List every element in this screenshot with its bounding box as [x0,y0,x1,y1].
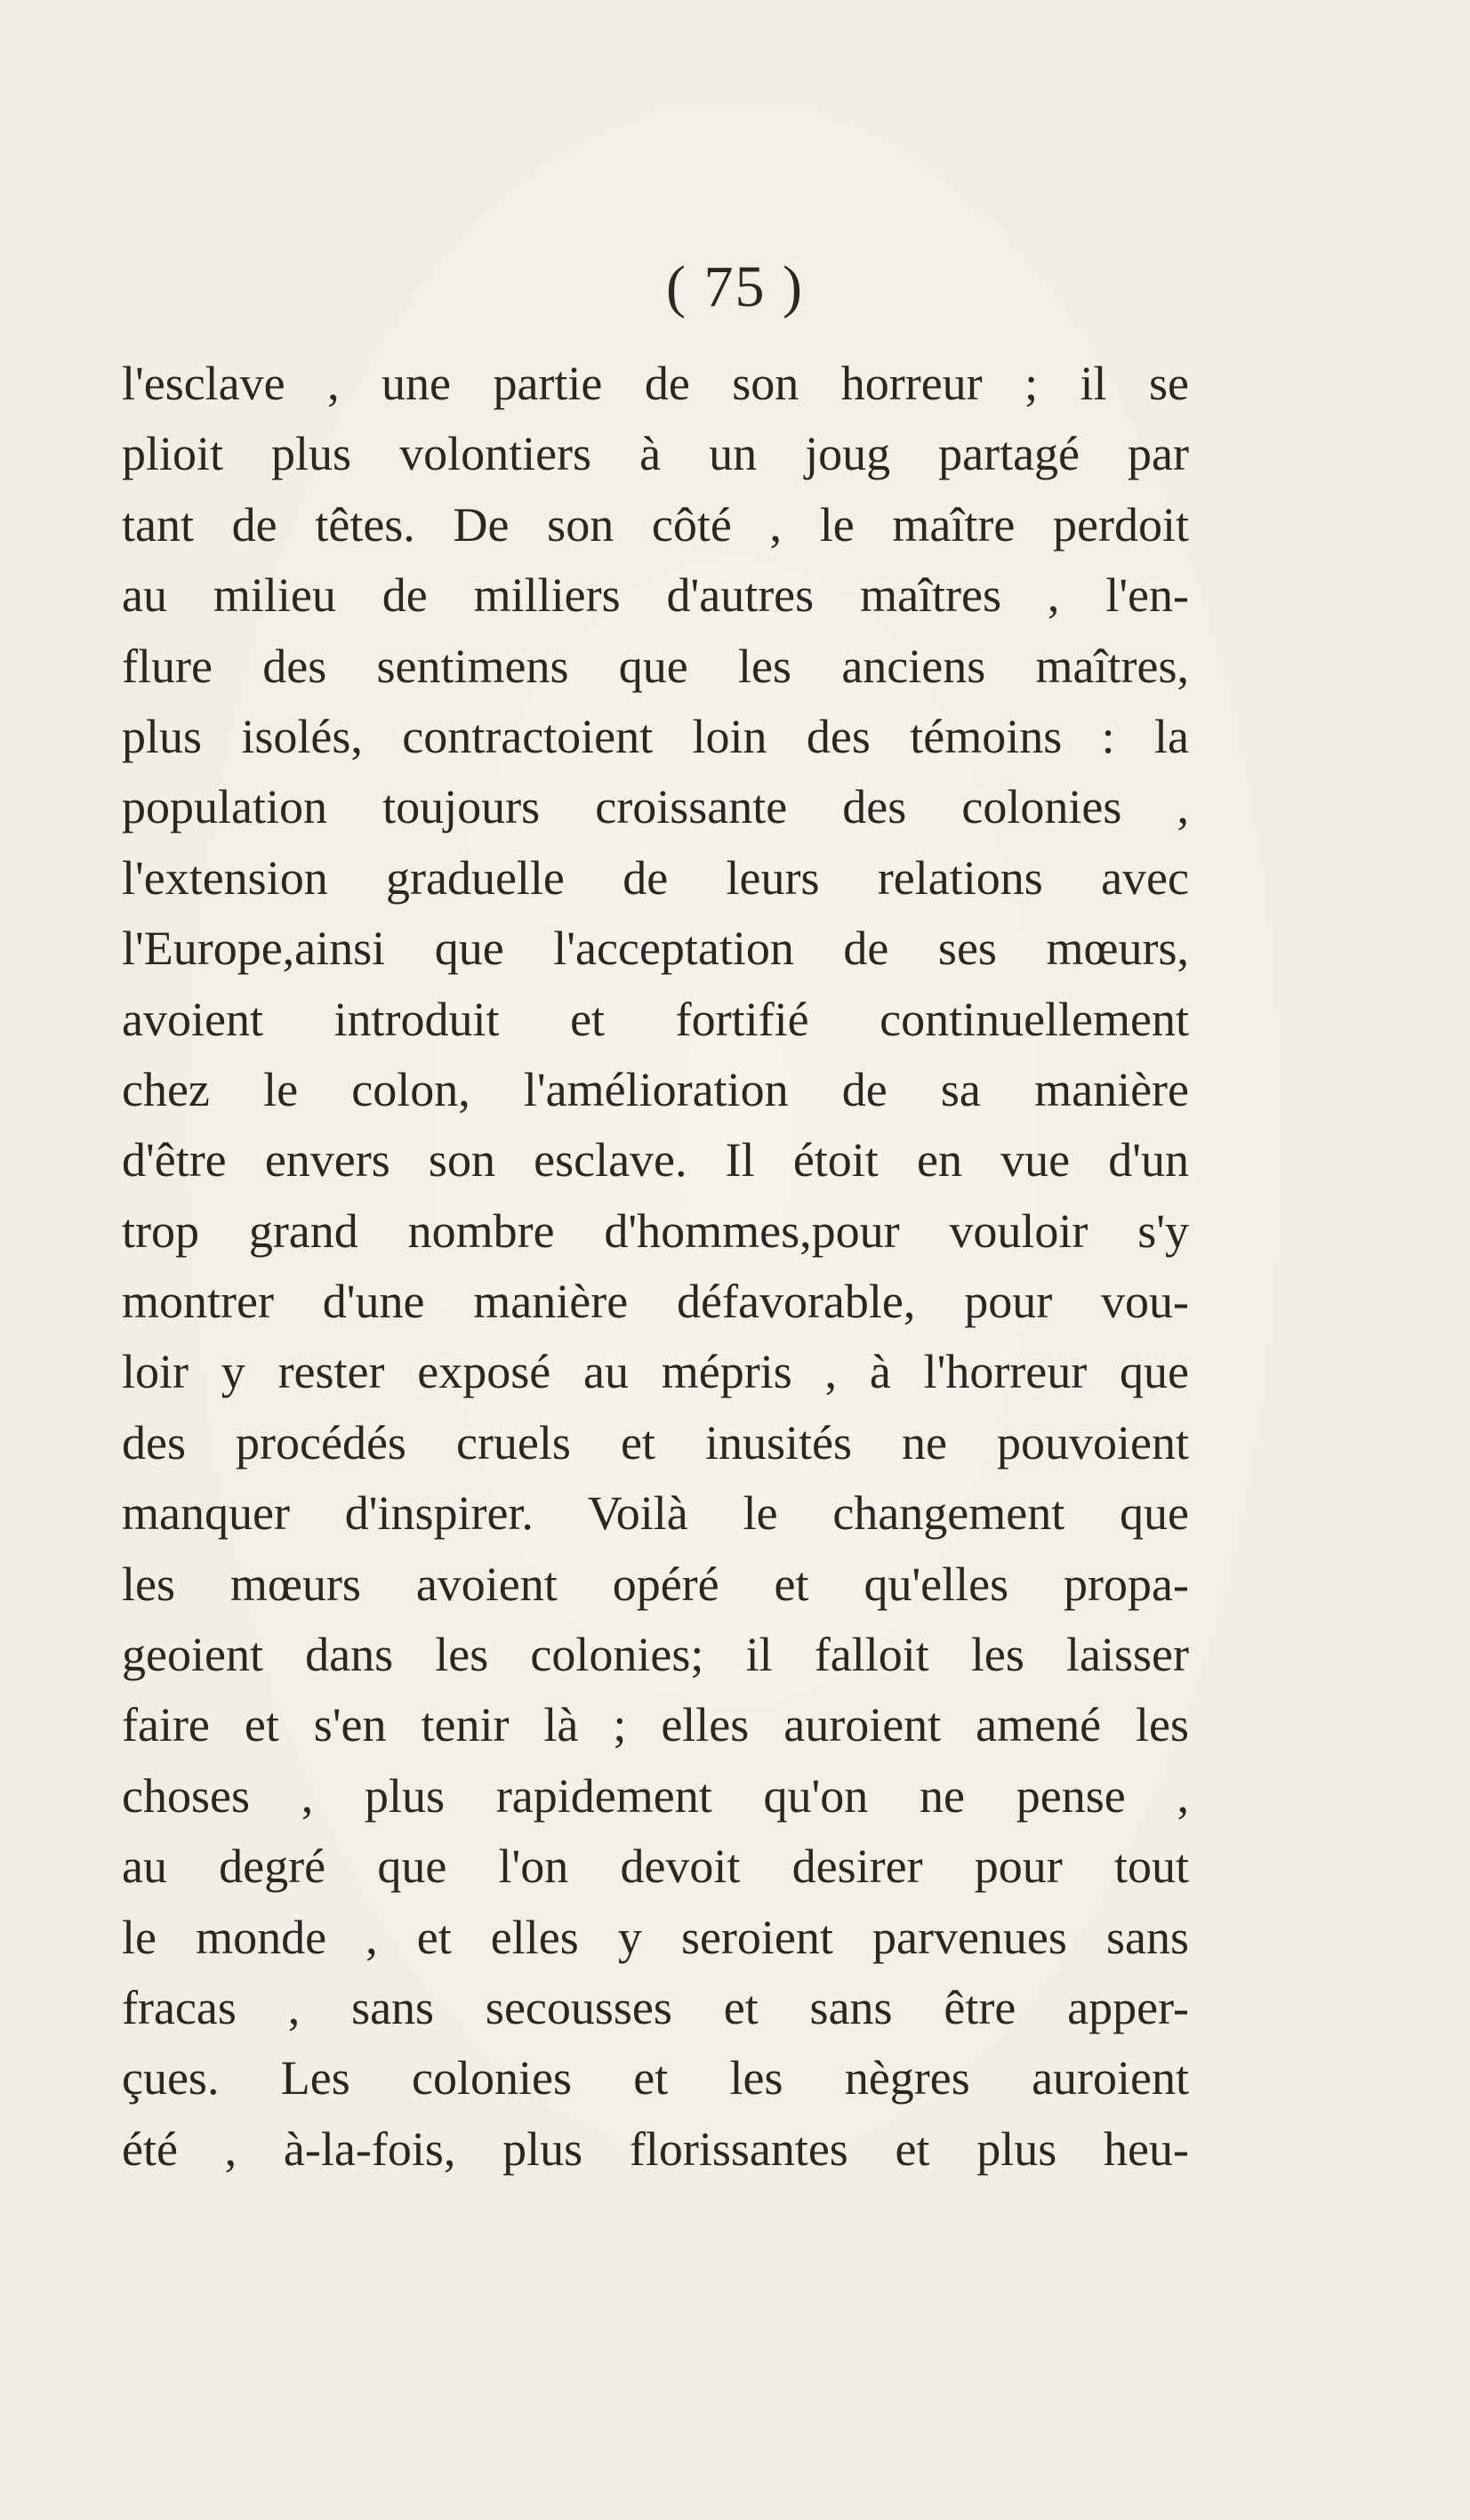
text-line: l'Europe,ainsi que l'acceptation de ses mœurs, [122,922,1189,976]
text-line: fracas , sans secousses et sans être apper- [122,1980,1189,2034]
page-number: ( 75 ) [666,254,804,319]
text-line: les mœurs avoient opéré et qu'elles propa- [122,1557,1189,1611]
text-line: l'esclave , une partie de son horreur ; il se [122,357,1189,410]
text-line: au degré que l'on devoit desirer pour tout [122,1840,1189,1894]
text-line: l'extension graduelle de leurs relations avec [122,850,1189,905]
text-line: manquer d'inspirer. Voilà le changement que [122,1486,1189,1541]
text-line: le monde , et elles y seroient parvenues sans [122,1910,1189,1964]
text-line: tant de têtes. De son côté , le maître perdoit [122,497,1189,552]
text-line: population toujours croissante des colonies , [122,780,1189,834]
text-line: trop grand nombre d'hommes,pour vouloir s'y [122,1204,1189,1258]
text-line: faire et s'en tenir là ; elles auroient amené les [122,1698,1189,1752]
body-text [122,349,1189,2185]
text-line: été , à-la-fois, plus florissantes et plus heu- [122,2121,1189,2176]
text-line: flure des sentimens que les anciens maîtres, [122,639,1189,693]
text-line: montrer d'une manière défavorable, pour vou- [122,1275,1189,1329]
text-line: au milieu de milliers d'autres maîtres , l'en- [122,568,1189,623]
text-line: çues. Les colonies et les nègres auroient [122,2051,1189,2105]
text-line: avoient introduit et fortifié continuellement [122,992,1189,1046]
text-line: chez le colon, l'amélioration de sa manière [122,1062,1189,1116]
text-line: des procédés cruels et inusités ne pouvoient [122,1415,1189,1469]
text-line: loir y rester exposé au mépris , à l'horreur que [122,1345,1189,1399]
text-line: d'être envers son esclave. Il étoit en vue d'un [122,1133,1189,1188]
text-line: plioit plus volontiers à un joug partagé par [122,427,1189,481]
text-line: plus isolés, contractoient loin des témoins : la [122,709,1189,763]
text-line: choses , plus rapidement qu'on ne pense , [122,1768,1189,1823]
text-line: geoient dans les colonies; il falloit les laisser [122,1628,1189,1682]
